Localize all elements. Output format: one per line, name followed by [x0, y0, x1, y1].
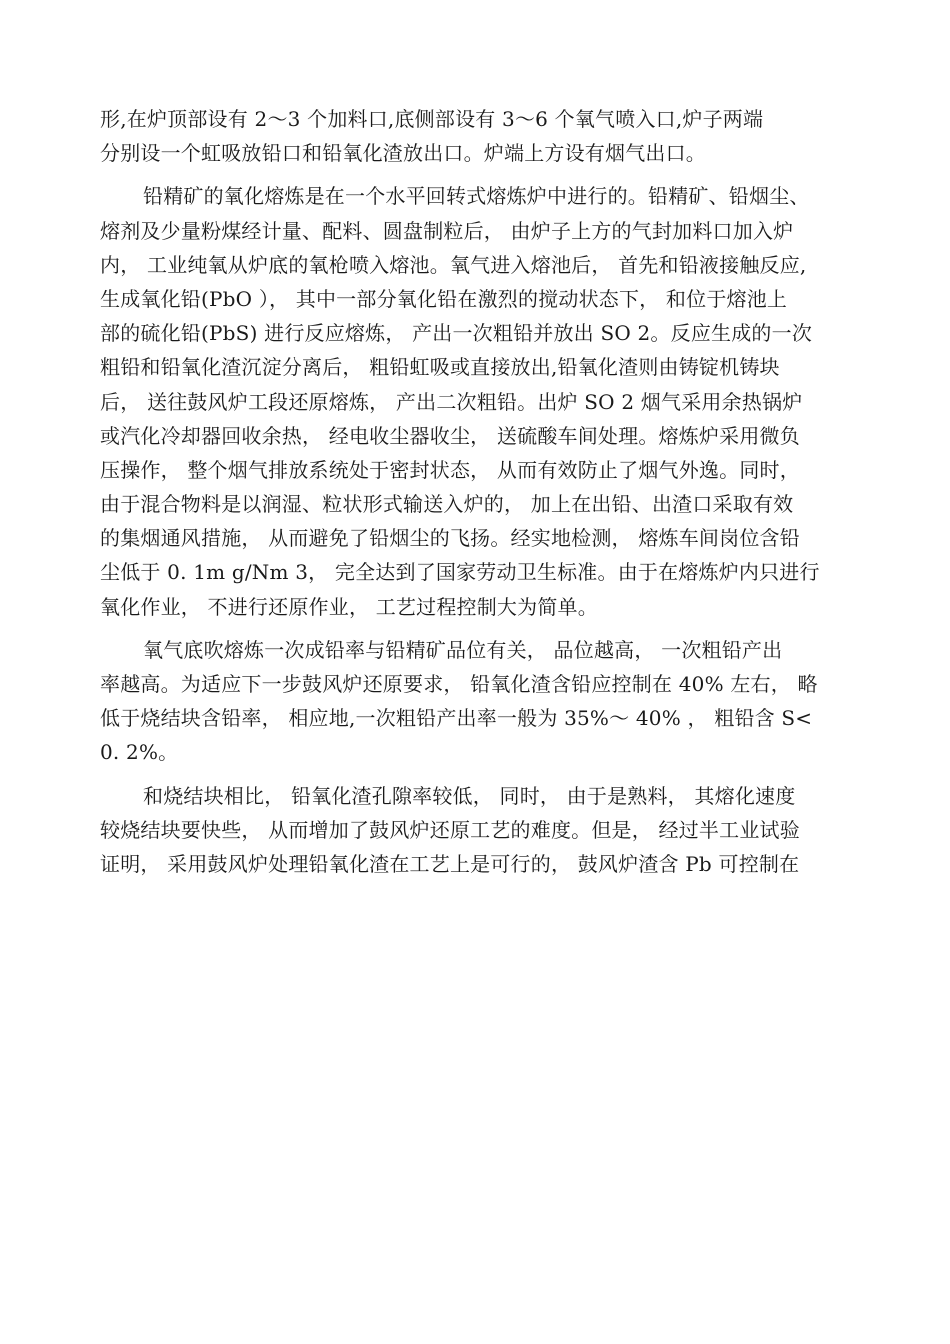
text-line: 生成氧化铅(PbO ）， 其中一部分氧化铅在激烈的搅动状态下， 和位于熔池上: [100, 286, 788, 311]
document-body: [100, 102, 865, 881]
text-line: 由于混合物料是以润湿、粒状形式输送入炉的， 加上在出铅、出渣口采取有效: [100, 492, 794, 517]
paragraph: [100, 179, 865, 623]
paragraph: [100, 779, 865, 882]
text-line: 尘低于 0. 1m g/Nm 3， 完全达到了国家劳动卫生标准。由于在熔炼炉内只进行: [100, 560, 820, 585]
text-line: 较烧结块要快些， 从而增加了鼓风炉还原工艺的难度。但是， 经过半工业试验: [100, 817, 800, 842]
text-line: 或汽化冷却器回收余热， 经电收尘器收尘， 送硫酸车间处理。熔炼炉采用微负: [100, 423, 800, 448]
text-line: 证明， 采用鼓风炉处理铅氧化渣在工艺上是可行的， 鼓风炉渣含 Pb 可控制在: [100, 851, 800, 876]
text-line: 粗铅和铅氧化渣沉淀分离后， 粗铅虹吸或直接放出,铅氧化渣则由铸锭机铸块: [100, 355, 780, 380]
text-line: 氧化作业， 不进行还原作业， 工艺过程控制大为简单。: [100, 594, 598, 619]
paragraph: [100, 633, 865, 770]
text-line: 分别设一个虹吸放铅口和铅氧化渣放出口。炉端上方设有烟气出口。: [100, 141, 706, 166]
text-line: 铅精矿的氧化熔炼是在一个水平回转式熔炼炉中进行的。铅精矿、铅烟尘、: [143, 184, 810, 209]
text-line: 熔剂及少量粉煤经计量、配料、圆盘制粒后， 由炉子上方的气封加料口加入炉: [100, 218, 794, 243]
text-line: 形,在炉顶部设有 2～3 个加料口,底侧部设有 3～6 个氧气喷入口,炉子两端: [100, 107, 764, 131]
text-line: 部的硫化铅(PbS) 进行反应熔炼， 产出一次粗铅并放出 SO 2。反应生成的一次: [100, 321, 813, 346]
text-line: 压操作， 整个烟气排放系统处于密封状态， 从而有效防止了烟气外逸。同时，: [100, 457, 800, 482]
text-line: 和烧结块相比， 铅氧化渣孔隙率较低， 同时， 由于是熟料， 其熔化速度: [143, 783, 796, 808]
text-line: 率越高。为适应下一步鼓风炉还原要求， 铅氧化渣含铅应控制在 40% 左右， 略: [100, 672, 818, 696]
text-line: 的集烟通风措施， 从而避免了铅烟尘的飞扬。经实地检测， 熔炼车间岗位含铅: [100, 526, 800, 551]
text-line: 低于烧结块含铅率， 相应地,一次粗铅产出率一般为 35%～ 40% ， 粗铅含 S<: [100, 706, 813, 731]
paragraph: [100, 102, 865, 170]
text-line: 0. 2%。: [100, 740, 179, 765]
text-line: 后， 送往鼓风炉工段还原熔炼， 产出二次粗铅。出炉 SO 2 烟气采用余热锅炉: [100, 389, 803, 414]
text-line: 氧气底吹熔炼一次成铅率与铅精矿品位有关， 品位越高， 一次粗铅产出: [143, 637, 783, 662]
text-line: 内， 工业纯氧从炉底的氧枪喷入熔池。氧气进入熔池后， 首先和铅液接触反应,: [100, 252, 807, 277]
